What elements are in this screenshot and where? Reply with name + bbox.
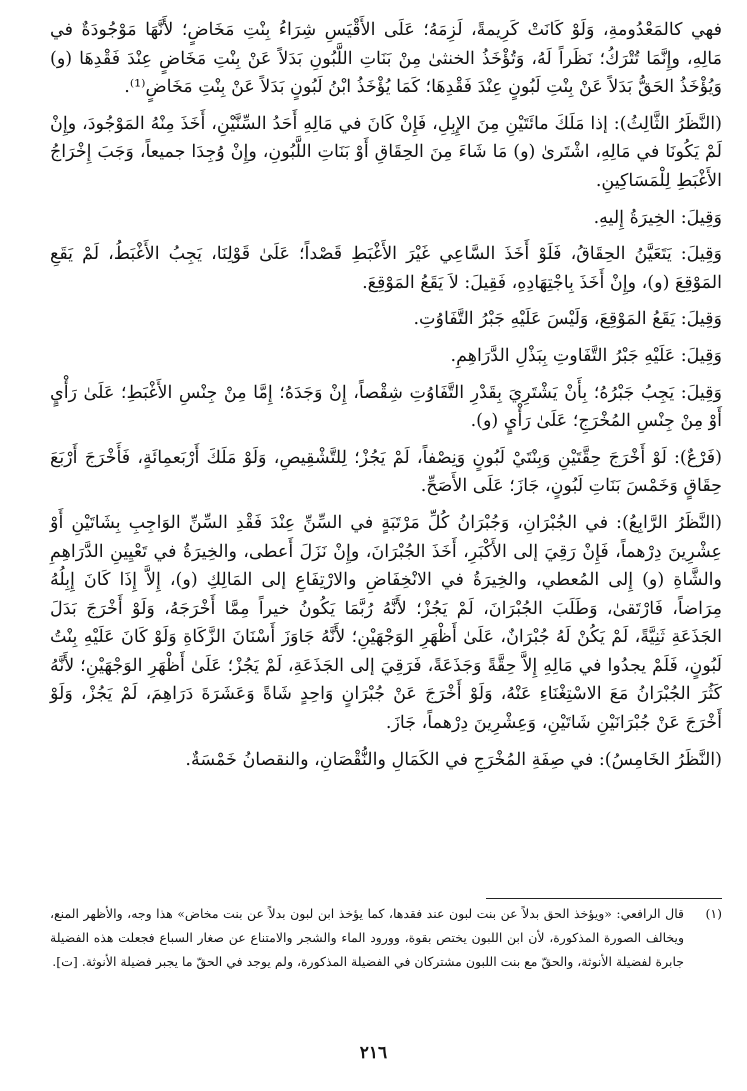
paragraph-fifth-consideration: (النَّظَرُ الخَامِسُ): في صِفَةِ المُخْرَجِ في الكَمَالِ والنُّقْصَانِ، والنقصانُ خَمْسَةٌ. [185,749,722,770]
paragraph-no-compensation: وَقِيلَ: يَقَعُ المَوْقِعَ، وَلَيْسَ عَلَيْهِ جَبْرُ التَّفَاوُتِ. [413,309,722,330]
paragraph-hiqaq-determined: وَقِيلَ: يَتَعَيَّنُ الحِقَاقُ، فَلَوْ أَخَذَ السَّاعِي غَيْرَ الأَغْبَطِ قَصْداً؛ عَلَىٰ قَوْلِنَا، يَجِبُ الأَغْبَطُ، لَمْ يَقَعِ المَوْقِعَ (و)، وإِنْ أَخَذَ بِاجْتِهَادِهِ، فَقِيلَ: لاَ يَقَعُ المَوْقِعَ. [50,244,722,293]
footnote-text: قال الرافعي: «ويؤخذ الحق بدلاً عن بنت لبون عند فقدها، كما يؤخذ ابن لبون بدلاً عن بنت مخاض» هذا وجه، والأظهر المنع، ويخالف الصورة المذكورة، لأن ابن اللبون يختص بقوة، وورود الماء والشجر والامتناع عن صغار السباع فجعلت هذه الفضيلة جابرة لفضيلة الأنوثة، والحقّ مع بنت اللبون مشتركان في الفضيلة المذكورة، ولم يوجد في الحقّ ما يجبر فضيلة الأنوثة. [ت]. [50,906,684,969]
paragraph-choice-to-owner: وَقِيلَ: الخِيرَةُ إِليهِ. [593,207,722,228]
page-number: ٢١٦ [359,1043,388,1063]
footnote-divider [486,898,722,899]
footnote-number: (١) [705,906,722,921]
main-text-body [50,16,722,782]
paragraph-compensation-share: وَقِيلَ: يَجِبُ جَبْرُهُ؛ بِأَنْ يَشْتَرِيَ بِقَدْرِ التَّفَاوُتِ شِقْصاً، إِنْ وَجَدَهُ؛ إِمَّا مِنْ جِنْسِ الأَغْبَطِ؛ عَلَىٰ رَأْيٍ أَوْ مِنْ جِنْسِ المُخْرَجِ؛ عَلَىٰ رَأْيٍ (و). [50,382,722,432]
paragraph-makhad-substitution: فهي كالمَعْدُومةِ، وَلَوْ كَانَتْ كَرِيمةً، لَزِمَهُ؛ عَلَى الأَقْيَسِ شِرَاءُ بِنْتِ مَخَاضٍ؛ لأَنَّهَا مَوْجُودَةٌ في مَالِهِ، وإِنَّمَا تُتْرَكُ؛ نَظَراً لَهُ، وَتُؤْخَذُ الخنثىٰ مِنْ بَنَاتِ اللَّبُونِ بَدَلاً عَنْ بِنْتِ مَخَاضٍ عِنْدَ فَقْدِهَا (و) وَيُؤْخَذُ الحَقُّ بَدَلاً عَنْ بِنْتِ لَبُونٍ عِنْدَ فَقْدِهَا؛ كَمَا يُؤْخَذُ ابْنُ لَبُونٍ بَدَلاً عَنْ بِنْتِ مَخَاضٍ⁽¹⁾. [50,20,722,98]
paragraph-compensation-dirhams: وَقِيلَ: عَلَيْهِ جَبْرُ التَّفَاوتِ بِبَذْلِ الدَّرَاهِمِ. [450,345,722,366]
paragraph-third-consideration: (النَّظَرُ الثَّالِثُ): إذا مَلَكَ مائَتَيْنِ مِنَ الإِبِلِ، فَإِنْ كَانَ في مَالِهِ أَحَدُ السِّنَّيْنِ، أَخَذَ مِنْهُ المَوْجُودَ، وإِنْ لَمْ يَكُونَا في مَالِهِ، اشْتَرىٰ (و) مَا شَاءَ مِنَ الحِقَاقِ أَوْ بَنَاتِ اللَّبُونِ، وإِنْ وُجِدَا جميعاً، وَجَبَ إِخْرَاجُ الأَغْبَطِ لِلْمَسَاكِينِ. [50,113,722,191]
footnote-item [50,902,722,974]
paragraph-fourth-consideration: (النَّظَرُ الرَّابِعُ): في الجُبْرَانِ، وَجُبْرَانُ كُلِّ مَرْتَبَةٍ في السِّنِّ عِنْدَ فَقْدِ السِّنِّ الوَاجِبِ بِشَاتَيْنِ أَوْ عِشْرِينَ دِرْهماً، فَإِنْ رَقِيَ إلى الأَكْبَرِ، أَخَذَ الجُبْرَانَ، وإِنْ نَزَلَ أَعطى، والخِيرَةُ في تَعْيِينِ الدَّرَاهِمِ والشَّاةِ (و) إِلى المُعطي، والخِيرَةُ في الانْخِفَاضِ والارْتِفَاعِ إلى المَالِكِ (و)، إِلاَّ إِذَا كَانَ إِبِلُهُ مِرَاضاً، فَارْتَقىٰ، وَطَلَبَ الجُبْرَانَ، لَمْ يَجُزْ؛ لأَنَّهُ رُبَّمَا يَكُونُ خيراً مِمَّا أَخْرَجَهُ، وَلَوْ أَخْرَجَ بَدَلَ الجَذَعَةِ ثَنِيَّةً، لَمْ يَكُنْ لَهُ جُبْرَانٌ، عَلَىٰ أَظْهَرِ الوَجْهَيْنِ؛ لأَنَّهُ جَاوَزَ أَسْنَانَ الزَّكَاةِ وَلَوْ كَانَ عَلَيْهِ بِنْتُ لَبُونٍ، فَلَمْ يجدُوا في مَالِهِ إِلاَّ حِقَّةً وَجَذَعَةً، فَرَقِيَ إلى الجَذَعَةِ، لَمْ يَجُزْ؛ عَلَىٰ أَظْهَرِ الوَجْهَيْنِ؛ لأَنَّهُ كَثُرَ الجُبْرَانُ مَعَ الاسْتِغْنَاءِ عَنْهُ، وَلَوْ أَخْرَجَ عَنْ جُبْرَانٍ وَاحِدٍ شَاةً وَعَشَرَةَ دَرَاهِمَ، لَمْ يَجُزْ، وَلَوْ أَخْرَجَ عَنْ جُبْرَانَيْنِ شَاتَيْنِ، وَعِشْرِينَ دِرْهماً، جَازَ. [50,512,722,734]
paragraph-branch-issue: (فَرْعٌ): لَوْ أَخْرَجَ حِقَّتَيْنِ وَبِنْتَيْ لَبُونٍ وَنِصْفاً، لَمْ يَجُزْ؛ لِلتَّشْقِيصِ، وَلَوْ مَلَكَ أَرْبَعمِائَةٍ، فَأَخْرَجَ أَرْبَعَ حِقَاقٍ وَخَمْسَ بَنَاتِ لَبُونٍ، جَازَ؛ عَلَى الأَصَحِّ. [50,447,722,497]
footnotes-section [50,902,722,974]
